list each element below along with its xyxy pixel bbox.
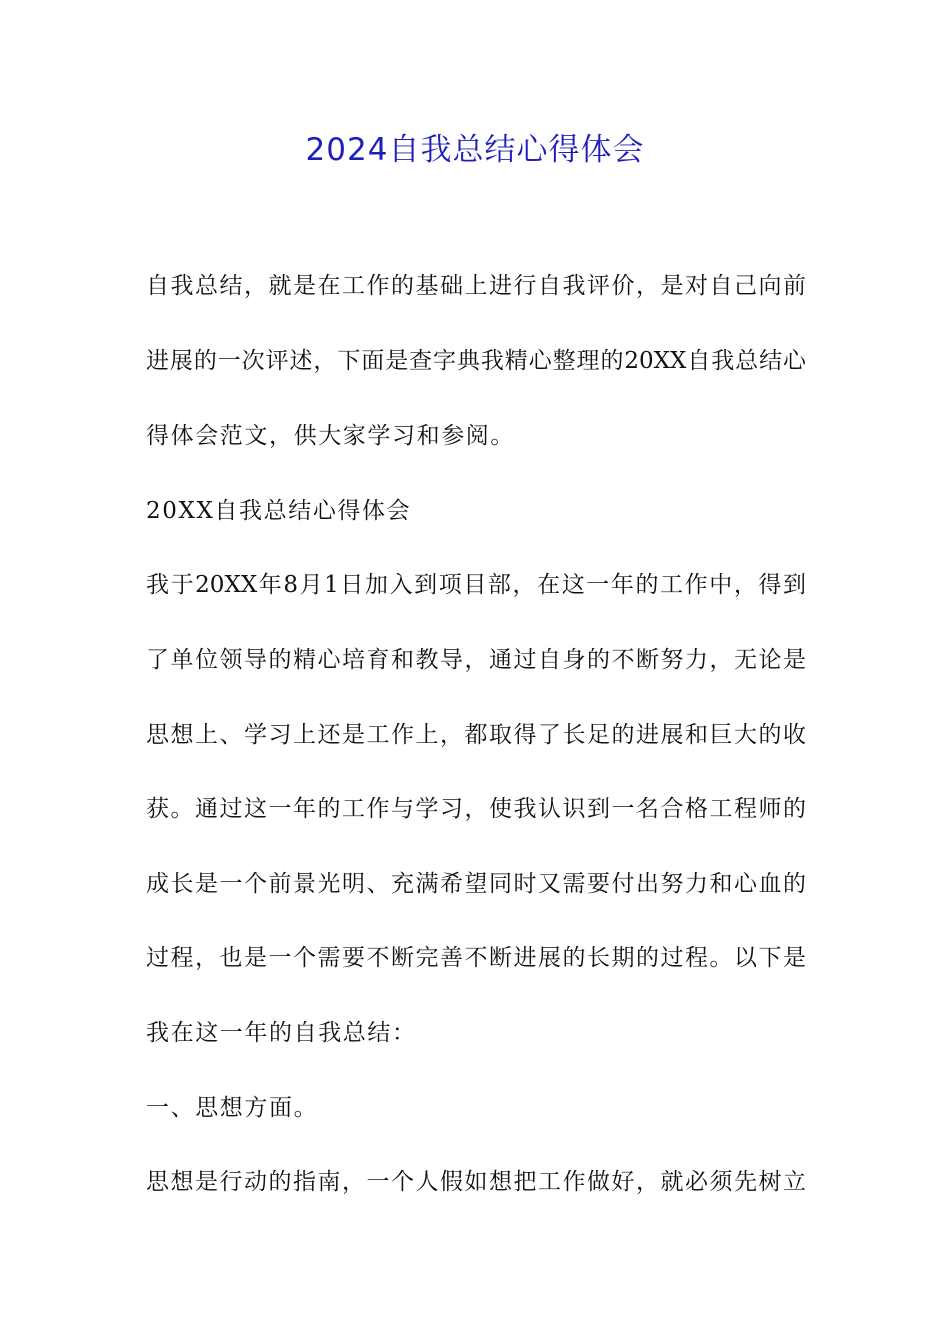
paragraph-line: 我在这一年的自我总结：: [146, 1020, 417, 1046]
paragraph-line: 思想上、学习上还是工作上，都取得了长足的进展和巨大的收: [146, 722, 806, 748]
paragraph-line: 自我总结，就是在工作的基础上进行自我评价，是对自己向前: [146, 273, 806, 299]
document-title: 2024自我总结心得体会: [305, 132, 645, 168]
paragraph-line: 思想是行动的指南，一个人假如想把工作做好，就必须先树立: [146, 1169, 806, 1195]
paragraph-line: 了单位领导的精心培育和教导，通过自身的不断努力，无论是: [146, 647, 806, 673]
paragraph-line: 成长是一个前景光明、充满希望同时又需要付出努力和心血的: [146, 871, 806, 897]
paragraph-line: 获。通过这一年的工作与学习，使我认识到一名合格工程师的: [146, 796, 806, 822]
paragraph-line: 进展的一次评述，下面是查字典我精心整理的20XX自我总结心: [146, 348, 806, 374]
paragraph-line: 得体会范文，供大家学习和参阅。: [146, 423, 515, 449]
section-heading: 一、思想方面。: [146, 1095, 319, 1121]
section-heading: 20XX自我总结心得体会: [146, 498, 412, 524]
paragraph-line: 我于20XX年8月1日加入到项目部，在这一年的工作中，得到: [146, 572, 806, 598]
paragraph-line: 过程，也是一个需要不断完善不断进展的长期的过程。以下是: [146, 945, 806, 971]
